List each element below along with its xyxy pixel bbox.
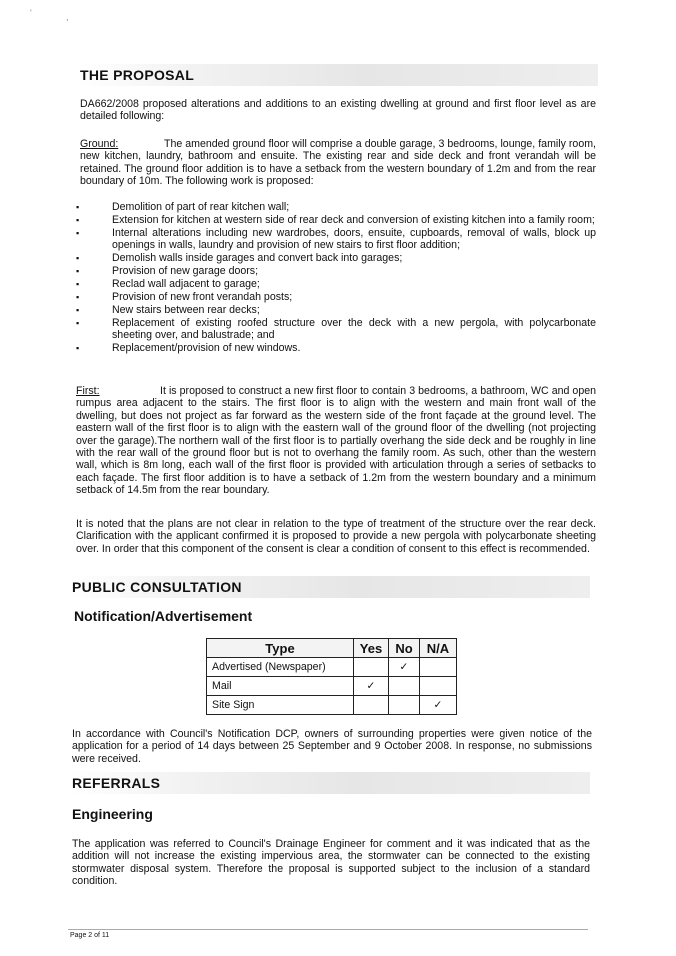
list-item: ▪ Replacement of existing roofed structure over the deck with a new pergola, with polycarbonate sheeting over, and balustrade; and xyxy=(74,317,596,341)
footer-divider xyxy=(68,929,588,930)
table-cell-na xyxy=(420,658,457,677)
scan-mark: , xyxy=(66,12,69,22)
proposed-works-list xyxy=(74,201,596,355)
consultation-paragraph: In accordance with Council's Notification DCP, owners of surrounding properties were given notice of the application for a period of 14 days between 25 September and 9 October 2008. In response, no submissions were received. xyxy=(72,728,592,765)
list-item: ▪ Internal alterations including new wardrobes, doors, ensuite, cupboards, removal of walls, block up openings in walls, laundry and provision of new stairs to first floor addition; xyxy=(74,227,596,251)
page-number: Page 2 of 11 xyxy=(70,932,110,939)
list-item: ▪ New stairs between rear decks; xyxy=(74,304,596,316)
table-cell-no xyxy=(389,677,420,696)
scan-mark: ' xyxy=(30,8,32,18)
table-cell-yes: ✓ xyxy=(354,677,389,696)
section-heading-text: THE PROPOSAL xyxy=(80,67,195,83)
ground-label: Ground: xyxy=(80,138,119,150)
table-header-row xyxy=(207,639,457,658)
list-item: ▪ Replacement/provision of new windows. xyxy=(74,342,596,354)
section-heading-proposal xyxy=(78,64,598,86)
table-cell-no: ✓ xyxy=(389,658,420,677)
table-cell-na xyxy=(420,677,457,696)
first-label: First: xyxy=(76,385,100,397)
list-item: ▪ Extension for kitchen at western side of rear deck and conversion of existing kitchen into a family room; xyxy=(74,214,596,226)
section-heading-text: PUBLIC CONSULTATION xyxy=(72,579,242,595)
section-heading-text: REFERRALS xyxy=(72,775,161,791)
table-cell-type: Site Sign xyxy=(207,696,354,715)
notification-subheading: Notification/Advertisement xyxy=(74,608,253,624)
table-cell-na: ✓ xyxy=(420,696,457,715)
notification-table xyxy=(206,638,457,715)
table-header-yes: Yes xyxy=(354,639,389,658)
section-heading-referrals xyxy=(70,772,590,794)
table-row xyxy=(207,696,457,715)
ground-paragraph xyxy=(80,138,596,188)
list-item: ▪ Provision of new front verandah posts; xyxy=(74,291,596,303)
list-item: ▪ Demolish walls inside garages and convert back into garages; xyxy=(74,252,596,264)
engineering-subheading: Engineering xyxy=(72,806,153,822)
pergola-note: It is noted that the plans are not clear in relation to the type of treatment of the structure over the rear deck. Clarification with the applicant confirmed it is proposed to provide a new pergola with polycarbonate sheeting over. In order that this component of the consent is clear a condition of consent to this effect is recommended. xyxy=(76,518,596,555)
list-item: ▪ Reclad wall adjacent to garage; xyxy=(74,278,596,290)
table-cell-type: Advertised (Newspaper) xyxy=(207,658,354,677)
table-row xyxy=(207,677,457,696)
table-cell-type: Mail xyxy=(207,677,354,696)
table-cell-yes xyxy=(354,658,389,677)
first-floor-paragraph xyxy=(76,385,596,497)
table-header-no: No xyxy=(389,639,420,658)
first-text: It is proposed to construct a new first floor to contain 3 bedrooms, a bathroom, WC and open rumpus area adjacent to the stairs. The first floor is to align with the western and main front wall of the dwelling, but does not project as far forward as the western side of the front façade at the ground level. The eastern wall of the first floor is to align with the eastern wall of the ground floor of the dwelling (not projecting over the garage).The northern wall of the first floor is to partially overhang the side deck and be roughly in line with the rear wall of the ground floor but is not to overhang the family room. As such, other than the western wall, which is 8m long, each wall of the first floor is provided with articulation through a series of setbacks to each façade. The first floor addition is to have a setback of 1.2m from the western boundary and a minimum setback of 14.5m from the rear boundary. xyxy=(76,385,596,497)
engineering-paragraph: The application was referred to Council's Drainage Engineer for comment and it was indicated that as the addition will not increase the existing impervious area, the stormwater can be connected to the existing stormwater disposal system. Therefore the proposal is supported subject to the inclusion of a standard condition. xyxy=(72,838,590,888)
table-header-type: Type xyxy=(207,639,354,658)
table-cell-yes xyxy=(354,696,389,715)
proposal-intro: DA662/2008 proposed alterations and additions to an existing dwelling at ground and first floor level as are detailed following: xyxy=(80,98,596,123)
list-item: ▪ Demolition of part of rear kitchen wall; xyxy=(74,201,596,213)
table-row xyxy=(207,658,457,677)
ground-text: The amended ground floor will comprise a double garage, 3 bedrooms, lounge, family room, new kitchen, laundry, bathroom and ensuite. The existing rear and side deck and front verandah will be retained. The ground floor addition is to have a setback from the western boundary of 1.2m and from the rear boundary of 10m. The following work is proposed: xyxy=(80,138,596,188)
section-heading-consultation xyxy=(70,576,590,598)
table-header-na: N/A xyxy=(420,639,457,658)
list-item: ▪ Provision of new garage doors; xyxy=(74,265,596,277)
table-cell-no xyxy=(389,696,420,715)
